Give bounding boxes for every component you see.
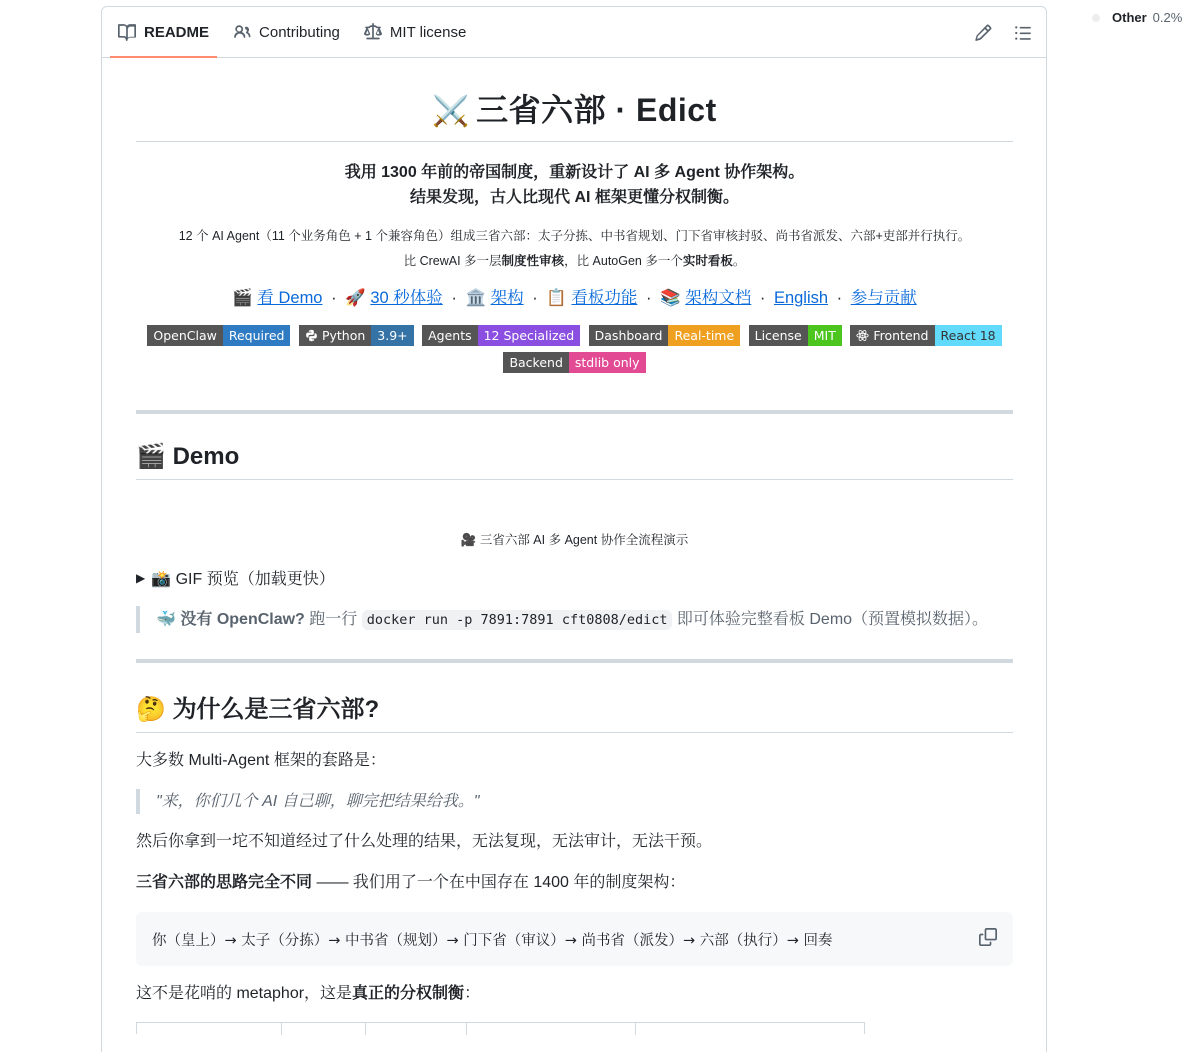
readme-panel — [101, 6, 1047, 1052]
blockquote: "来，你们几个 AI 自己聊，聊完把结果给我。" — [136, 789, 1013, 814]
nav-separator: · — [532, 289, 538, 307]
desc-text-e: 。 — [732, 254, 746, 268]
language-percent: 0.2% — [1152, 10, 1183, 25]
intro-line-1: 我用 1300 年前的帝国制度，重新设计了 AI 多 Agent 协作架构。 — [344, 164, 805, 181]
tip-text-a: 跑一行 — [304, 611, 362, 628]
readme-tabs — [102, 7, 1046, 58]
paragraph: 然后你拿到一坨不知道经过了什么处理的结果，无法复现，无法审计，无法干预。 — [136, 833, 713, 850]
whale-icon: 🐳 — [156, 609, 176, 628]
desc-text-c: ，比 AutoGen 多一个 — [564, 254, 683, 268]
para-bold: 真正的分权制衡 — [352, 985, 465, 1002]
language-dot — [1092, 14, 1100, 22]
badge-value: React 18 — [935, 325, 1002, 346]
readme-content — [136, 59, 1013, 1034]
page-title-text: 三省六部 · Edict — [476, 92, 717, 128]
badge-label: Agents — [422, 325, 478, 346]
badge-label-text: Frontend — [873, 328, 929, 344]
badge-openclaw[interactable] — [147, 325, 290, 346]
intro — [136, 160, 1013, 210]
para-text: —— 我们用了一个在中国存在 1400 年的制度架构： — [312, 874, 686, 891]
gif-preview-label: 📸 GIF 预览（加载更快） — [151, 571, 335, 588]
copy-button[interactable] — [979, 928, 997, 950]
list-outline-icon[interactable] — [1014, 24, 1032, 42]
clapper-icon: 🎬 — [232, 288, 253, 307]
nav-link-demo[interactable]: 看 Demo — [257, 289, 323, 307]
badge-value: stdlib only — [569, 352, 646, 373]
copy-icon — [979, 928, 997, 946]
description-line-1: 12 个 AI Agent（11 个业务角色 + 1 个兼容角色）组成三省六部：太子分拣、中书省规划、门下省审核封驳、尚书省派发、六部+吏部并行执行。 — [178, 229, 971, 243]
pencil-icon[interactable] — [974, 24, 992, 42]
docker-command[interactable]: docker run -p 7891:7891 cft0808/edict — [362, 610, 673, 630]
badge-label — [850, 325, 934, 346]
nav-separator: · — [331, 289, 337, 307]
badge-value: 3.9+ — [371, 325, 413, 346]
video-caption: 🎥 三省六部 AI 多 Agent 协作全流程演示 — [460, 533, 689, 547]
language-name: Other — [1112, 10, 1147, 25]
disclosure-triangle-icon: ▶ — [136, 570, 146, 585]
book-icon — [118, 23, 136, 41]
nav-link-english[interactable]: English — [773, 289, 829, 307]
intro-line-2: 结果发现，古人比现代 AI 框架更懂分权制衡。 — [410, 189, 739, 206]
paragraph — [136, 871, 1013, 895]
badge-dashboard[interactable] — [589, 325, 741, 346]
paragraph — [136, 982, 1013, 1006]
tip-text-b: 即可体验完整看板 Demo（预置模拟数据）。 — [672, 611, 989, 628]
flow-text: 你（皇上）→ 太子（分拣）→ 中书省（规划）→ 门下省（审议）→ 尚书省（派发）→ 六部（执行）→ 回奏 — [152, 932, 833, 949]
readme-nav — [136, 284, 1013, 308]
thinking-face-icon: 🤔 — [136, 695, 166, 723]
badge-frontend[interactable] — [850, 325, 1001, 346]
badge-value: 12 Specialized — [478, 325, 581, 346]
badge-value: MIT — [808, 325, 842, 346]
nav-link-quickstart[interactable]: 30 秒体验 — [370, 289, 443, 307]
people-icon — [233, 23, 251, 41]
code-block — [136, 912, 1013, 966]
description-line-2 — [136, 249, 1013, 274]
heading-demo — [136, 442, 1013, 480]
python-icon — [305, 329, 318, 342]
badge-agents[interactable] — [422, 325, 580, 346]
desc-bold-b: 制度性审核 — [501, 254, 565, 268]
heading-demo-text: Demo — [172, 443, 240, 470]
tab-contributing[interactable] — [225, 7, 348, 57]
badge-license[interactable] — [749, 325, 842, 346]
table-header-edge — [136, 1022, 865, 1034]
para-bold: 三省六部的思路完全不同 — [136, 874, 313, 891]
readme-tools — [974, 7, 1032, 58]
divider — [136, 659, 1013, 663]
para-text: ： — [464, 985, 481, 1002]
nav-separator: · — [759, 289, 766, 307]
desc-text-a: 比 CrewAI 多一层 — [403, 254, 502, 268]
tab-readme-label: README — [144, 23, 210, 41]
badge-label: Backend — [503, 352, 568, 373]
badge-label: Dashboard — [589, 325, 669, 346]
tab-license[interactable] — [356, 7, 474, 57]
badge-label — [299, 325, 371, 346]
desc-bold-d: 实时看板 — [682, 254, 733, 268]
badges — [136, 322, 1013, 376]
badge-python[interactable] — [299, 325, 414, 346]
page-title — [136, 85, 1013, 142]
badge-label: License — [749, 325, 808, 346]
nav-link-contribute[interactable]: 参与贡献 — [850, 289, 917, 307]
paragraph: 大多数 Multi-Agent 框架的套路是： — [136, 752, 386, 769]
badge-label-text: Python — [321, 328, 366, 344]
nav-link-arch-docs[interactable]: 架构文档 — [685, 289, 752, 307]
tab-readme[interactable] — [110, 7, 217, 57]
para-text: 这不是花哨的 metaphor，这是 — [136, 985, 353, 1002]
classical-building-icon: 🏛️ — [465, 288, 486, 307]
nav-separator: · — [836, 289, 843, 307]
tab-license-label: MIT license — [389, 23, 467, 41]
heading-why-text: 为什么是三省六部? — [172, 696, 380, 723]
tab-contributing-label: Contributing — [259, 23, 340, 41]
law-icon — [364, 23, 382, 41]
nav-separator: · — [451, 289, 457, 307]
clapper-icon: 🎬 — [136, 442, 166, 470]
gif-preview-details[interactable] — [136, 566, 1013, 589]
heading-why — [136, 689, 1013, 733]
crossed-swords-icon: ⚔️ — [432, 94, 471, 129]
nav-link-architecture[interactable]: 架构 — [490, 289, 524, 307]
badge-label: OpenClaw — [147, 325, 222, 346]
badge-value: Real-time — [668, 325, 740, 346]
description — [136, 224, 1013, 274]
nav-separator: · — [646, 289, 652, 307]
language-other[interactable] — [1092, 10, 1182, 25]
tip-bold: 没有 OpenClaw? — [180, 611, 305, 628]
clipboard-icon: 📋 — [546, 288, 567, 307]
rocket-icon: 🚀 — [345, 288, 366, 307]
badge-backend[interactable] — [503, 352, 645, 373]
docker-tip — [136, 606, 1013, 633]
divider — [136, 410, 1013, 414]
nav-link-dashboard[interactable]: 看板功能 — [571, 289, 638, 307]
books-icon: 📚 — [660, 288, 681, 307]
react-icon — [856, 329, 869, 342]
badge-value: Required — [223, 325, 291, 346]
